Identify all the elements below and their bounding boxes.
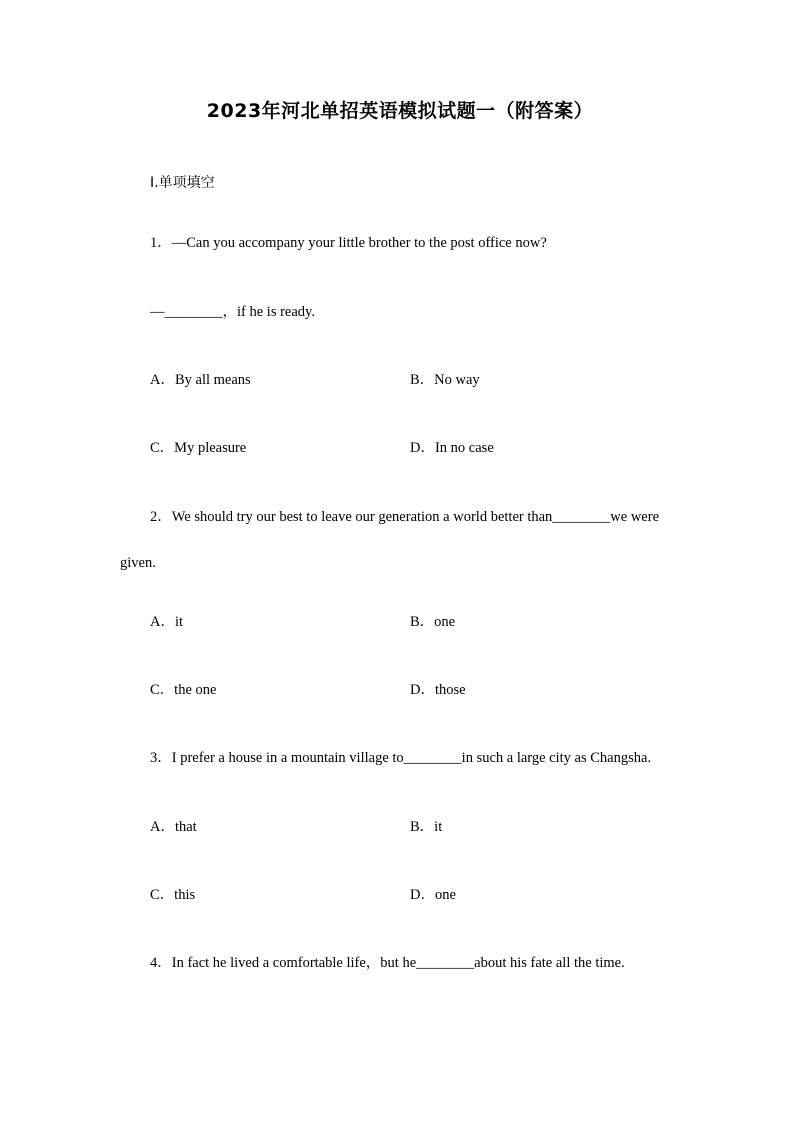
question-2-stem: 2．We should try our best to leave our generation a world better than________we were — [150, 509, 660, 525]
question-2-option-a: A．it — [150, 614, 184, 630]
section-heading: Ⅰ.单项填空 — [150, 175, 215, 191]
question-1-stem: 1．—Can you accompany your little brother to the post office now? — [150, 235, 547, 251]
question-1-option-b: B．No way — [410, 372, 480, 388]
question-1-option-c: C．My pleasure — [150, 440, 247, 456]
question-1-option-d: D．In no case — [410, 440, 494, 456]
question-2-option-c: C．the one — [150, 682, 217, 698]
question-2-option-d: D．those — [410, 682, 466, 698]
question-1-response: —________，if he is ready. — [150, 304, 315, 320]
question-3-option-a: A．that — [150, 819, 197, 835]
question-3-option-c: C．this — [150, 887, 196, 903]
question-3-option-d: D．one — [410, 887, 456, 903]
question-4-stem: 4．In fact he lived a comfortable life，but he________about his fate all the time. — [150, 955, 625, 971]
document-title: 2023年河北单招英语模拟试题一（附答案） — [206, 100, 594, 122]
question-2-stem-continued: given. — [120, 555, 156, 571]
question-1-option-a: A．By all means — [150, 372, 251, 388]
question-3-stem: 3．I prefer a house in a mountain village to________in such a large city as Changsha. — [150, 750, 652, 766]
question-3-option-b: B．it — [410, 819, 443, 835]
question-2-option-b: B．one — [410, 614, 456, 630]
